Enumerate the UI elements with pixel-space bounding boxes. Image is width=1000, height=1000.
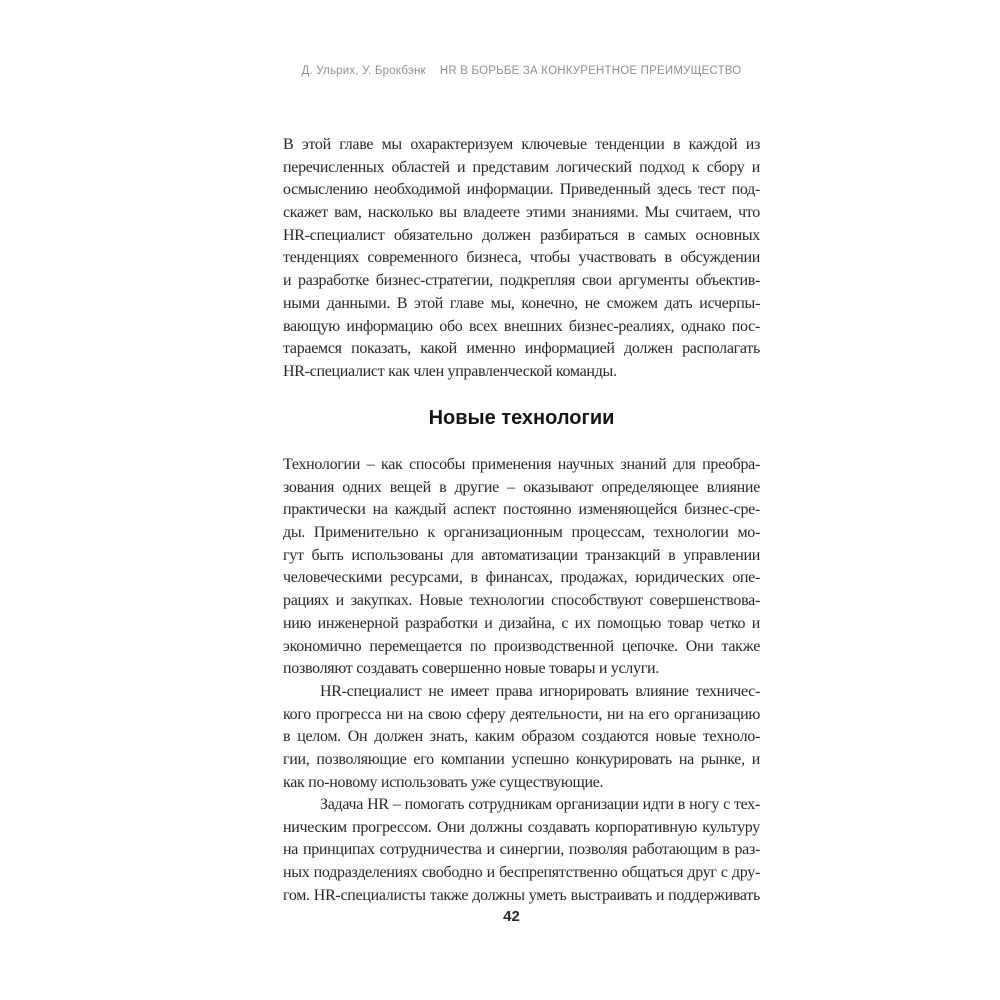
text-line: человеческими ресурсами, в финансах, продажах, юридических опе- [283, 569, 760, 587]
header-authors: Д. Ульрих, У. Брокбэнк [301, 65, 426, 77]
text-line: HR-специалист обязательно должен разбираться в самых основных [283, 226, 760, 244]
text-line: в целом. Он должен знать, каким образом создаются новые техноло- [283, 728, 760, 746]
paragraph-technologies [283, 454, 760, 681]
text-line: В этой главе мы охарактеризуем ключевые тенденции в каждой из [283, 136, 760, 153]
text-column [283, 0, 760, 1000]
text-line: ных подразделениях свободно и беспрепятственно общаться друг с дру- [283, 864, 760, 882]
text-line: рациях и закупках. Новые технологии способствуют совершенствова- [283, 592, 760, 610]
header-book-title: HR В БОРЬБЕ ЗА КОНКУРЕНТНОЕ ПРЕИМУЩЕСТВО [439, 65, 742, 77]
text-line: ническим прогрессом. Они должны создавать корпоративную культуру [283, 818, 760, 836]
text-line: HR-специалист не имеет права игнорировать влияние техничес- [320, 683, 760, 700]
text-line: позволяют создавать совершенно новые товары и услуги. [283, 660, 659, 678]
text-line: осмыслению необходимой информации. Приведенный здесь тест под- [283, 181, 760, 199]
text-line: скажет вам, насколько вы владеете этими знаниями. Мы считаем, что [283, 204, 760, 222]
text-line: тенденциях современного бизнеса, чтобы участвовать в обсуждении [283, 249, 760, 267]
text-line: практически на каждый аспект постоянно изменяющейся бизнес-сре- [283, 501, 760, 519]
intro-paragraph [283, 134, 760, 384]
paragraph-hr-task [283, 794, 760, 907]
text-line: ды. Применительно к организационным процессам, технологии мо- [283, 524, 760, 542]
text-line: вающую информацию обо всех внешних бизнес-реалиях, однако пос- [283, 317, 760, 335]
text-line: перечисленных областей и представим логический подход к сбору и [283, 158, 760, 176]
text-line: и разработке бизнес-стратегии, подкрепляя свои аргументы объектив- [283, 272, 760, 290]
text-line: гут быть использованы для автоматизации транзакций в управлении [283, 546, 760, 564]
text-line: кого прогресса ни на свою сферу деятельности, ни на его организацию [283, 705, 760, 723]
page-number: 42 [503, 908, 520, 925]
text-line: нию инженерной разработки и дизайна, с их помощью товар четко и [283, 614, 760, 632]
text-line: HR-специалист как член управленческой команды. [283, 362, 617, 380]
text-line: Задача HR – помогать сотрудникам организации идти в ногу с тех- [320, 796, 760, 813]
text-line: Технологии – как способы применения научных знаний для преобра- [283, 456, 760, 473]
text-line: тараемся показать, какой именно информацией должен располагать [283, 340, 760, 358]
text-line: зования одних вещей в другие – оказывают определяющее влияние [283, 478, 760, 496]
paragraph-hr-specialist [283, 681, 760, 794]
text-line: гом. HR-специалисты также должны уметь выстраивать и поддерживать [283, 886, 760, 904]
text-line: гии, позволяющие его компании успешно конкурировать на рынке, и [283, 751, 760, 769]
text-line: экономично перемещается по производственной цепочке. Они также [283, 637, 760, 655]
text-line: на принципах сотрудничества и синергии, позволяя работающим в раз- [283, 841, 760, 859]
text-line: ными данными. В этой главе мы, конечно, не сможем дать исчерпы- [283, 294, 760, 312]
section-heading: Новые технологии [428, 407, 615, 429]
text-line: как по-новому использовать уже существующие. [283, 773, 604, 791]
